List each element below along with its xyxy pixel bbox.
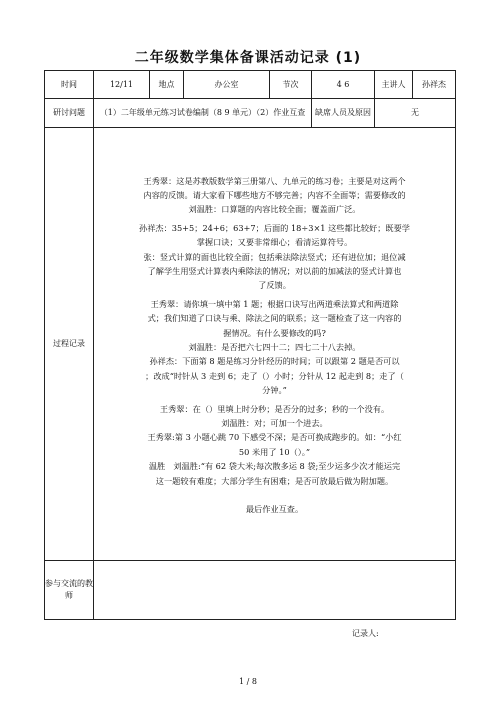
process-line: 王秀翠：请你填一填中第 1 题；根据口诀写出两道乘法算式和两道除 (150, 298, 399, 309)
process-line: 王秀翠:第 3 小题心跳 70 下感受不深；是否可换成跑步的。如：“小红 (147, 432, 402, 443)
process-line: ；改成“时针从 3 走到 6；走了（）小时；分针从 12 起走到 8；走了（ (145, 370, 404, 381)
recorder-label: 记录人: (352, 629, 379, 638)
page-title: 二年级数学集体备课活动记录 (1) (134, 50, 362, 66)
process-line: 最后作业互查。 (245, 503, 304, 514)
speaker-label: 主讲人 (375, 71, 413, 99)
period-value: 4 6 (312, 71, 375, 99)
absent-value: 无 (375, 99, 456, 128)
participants-row (45, 561, 456, 620)
participants-value (94, 561, 456, 620)
period-label: 节次 (270, 71, 312, 99)
process-line: 孙祥杰：下面第 8 题是练习分针经历的时间；可以跟第 2 题是否可以 (149, 356, 400, 367)
topic-value: （1）二年级单元练习试卷编制（8 9 单元）（2）作业互查 (94, 99, 312, 128)
process-line: 孙祥杰：35+5；24+6；63+7；后面的 18÷3×1 这些都比较好；既要学 (139, 222, 410, 233)
participants-label: 参与交流的教师 (45, 561, 94, 620)
header-row (45, 71, 456, 99)
process-line: 温胜 刘温胜:“有 62 袋大米;每次散多运 8 袋;至少运多少次才能运完 (148, 461, 401, 472)
place-label: 地点 (150, 71, 184, 99)
process-line: 刘温胜：是否把六七四十二；四七二十八去掉。 (188, 342, 361, 352)
topic-row (45, 99, 456, 128)
process-line: 张：竖式计算的面也比较全面；包括乘法除法竖式；还有进位加；退位减 (143, 251, 406, 262)
process-label: 过程记录 (45, 128, 94, 561)
process-line: 式；我们知道了口诀与乘、除法之间的联系；这一题检查了这一内容的 (147, 313, 402, 324)
process-line: 刘温胜：对；可加一个进去。 (221, 417, 328, 428)
process-line: 内容的反馈。请大家看下哪些地方不够完善；内容不全面等；需要修改的 (143, 190, 406, 201)
topic-label: 研讨问题 (45, 99, 94, 128)
process-line: 这一题较有难度；大部分学生有困难；是否可放最后做为附加题。 (155, 475, 394, 486)
page-number: 1 / 8 (239, 677, 257, 686)
process-line: 了解学生用竖式计算表内乘除法的情况；对以前的加减法的竖式计算也 (147, 266, 402, 277)
time-label: 时间 (45, 71, 94, 99)
process-line: 掌握口诀；又要非常细心；看清运算符号。 (196, 237, 353, 248)
process-content (94, 128, 456, 561)
process-line: 了反馈。 (258, 280, 291, 291)
process-line: 50 米用了 10（）。” (238, 446, 311, 457)
process-line: 刘温胜：口算题的内容比较全面；覆盖面广泛。 (188, 204, 361, 215)
place-value: 办公室 (184, 71, 270, 99)
activity-record-table (44, 70, 456, 620)
process-line: 分钟。” (262, 385, 287, 396)
process-line: 握情况。有什么要修改的吗? (223, 327, 326, 338)
process-line: 王秀翠：在（）里填上时分秒；是否分的过多；秒的一个没有。 (159, 403, 390, 414)
speaker-value: 孙祥杰 (413, 71, 456, 99)
process-line: 王秀翠：这是苏教版数学第三册第八、九单元的练习卷；主要是对这两个 (143, 175, 406, 186)
absent-label: 缺席人员及原因 (312, 99, 375, 128)
process-row (45, 128, 456, 561)
time-value: 12/11 (94, 71, 150, 99)
